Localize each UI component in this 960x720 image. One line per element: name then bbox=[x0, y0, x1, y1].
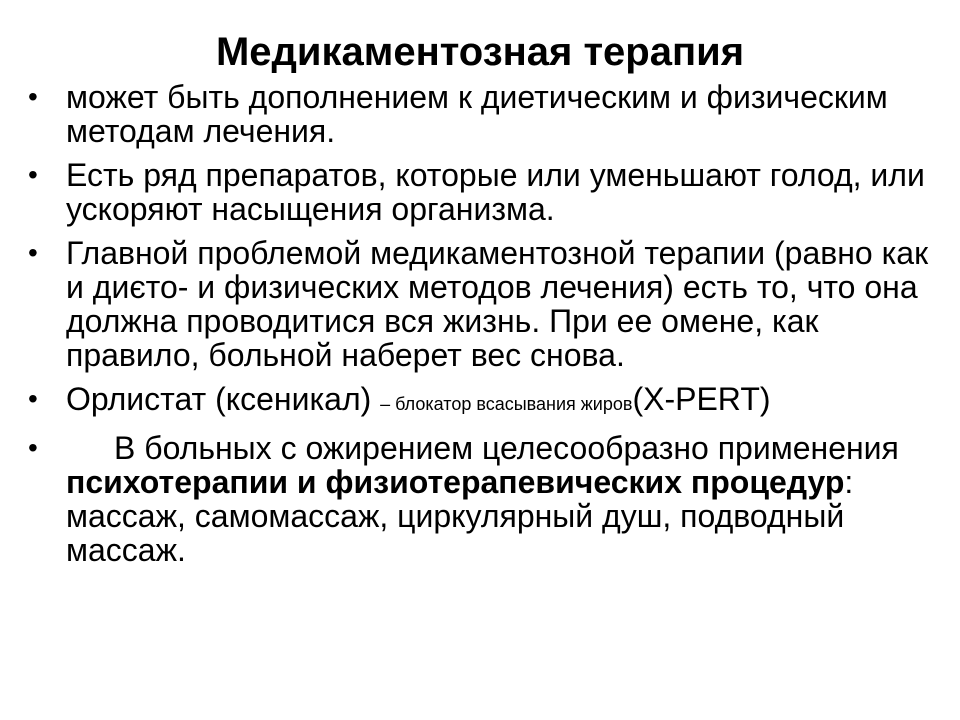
bullet-item-4 bbox=[28, 382, 938, 421]
bullet-dot-icon: • bbox=[28, 237, 38, 268]
bullet-text: Есть ряд препаратов, которые или уменьшают голод, или ускоряют насыщения организма. bbox=[66, 157, 925, 227]
bullet-dot-icon: • bbox=[28, 159, 38, 190]
bullet-text-drug-note: – блокатор всасывания жиров bbox=[380, 394, 633, 414]
bullet-item-3 bbox=[28, 236, 938, 372]
bullet-dot-icon: • bbox=[28, 432, 38, 463]
bullet-text: Главной проблемой медикаментозной терапии (равно как и диєто- и физических методов лечения) есть то, что она должна проводитися вся жизнь. При ее омене, как правило, больной наберет вес снова. bbox=[66, 235, 929, 373]
bullet-item-5 bbox=[28, 431, 938, 567]
bullet-dot-icon: • bbox=[28, 383, 38, 414]
bullet-list bbox=[28, 80, 938, 577]
bullet-dot-icon: • bbox=[28, 81, 38, 112]
bullet-text-drug: Орлистат (ксеникал) bbox=[66, 381, 381, 417]
bullet-text-list: : массаж, самомассаж, циркулярный душ, подводный массаж. bbox=[66, 464, 854, 568]
bullet-text: может быть дополнением к диетическим и физическим методам лечения. bbox=[66, 79, 888, 149]
bullet-text-intro: В больных с ожирением целесообразно применения bbox=[114, 430, 899, 466]
bullet-text-emphasis: психотерапии и физиотерапевических процедур bbox=[66, 464, 845, 500]
slide-title: Медикаментозная терапия bbox=[215, 30, 745, 74]
bullet-text-drug-source: (X-PERT) bbox=[632, 381, 771, 417]
bullet-item-1 bbox=[28, 80, 938, 148]
bullet-item-2 bbox=[28, 158, 938, 226]
